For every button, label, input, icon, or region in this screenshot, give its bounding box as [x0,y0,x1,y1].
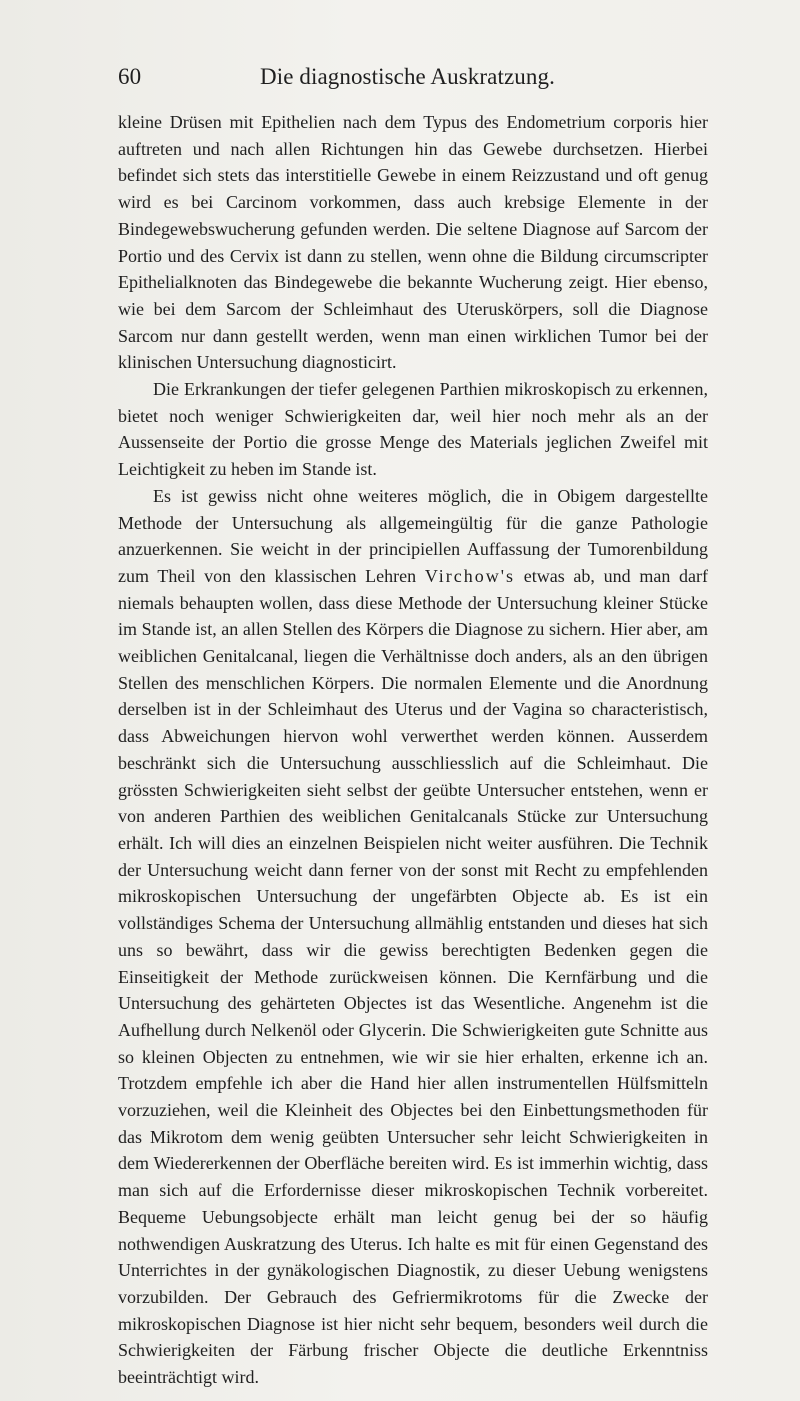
paragraph-2: Die Erkrankungen der tiefer gelegenen Parthien mikroskopisch zu erkennen, bietet noch weniger Schwierigkeiten dar, weil hier noch mehr als an der Aussenseite der Portio die grosse Menge des Materials jeglichen Zweifel mit Leichtigkeit zu heben im Stande ist. [118,379,708,480]
body-text [118,109,708,1391]
author-name-virchow: Virchow's [424,565,516,586]
page-header [118,62,708,92]
running-title: Die diagnostische Auskratzung. [260,64,555,89]
paragraph-3-text-before-name: Es ist gewiss nicht ohne weiteres möglich, die in Obigem dargestellte Methode der Untersuchung als allgemeingültig für die ganze Pathologie anzuerkennen. Sie weicht in der principiellen Auffassung der Tumorenbildung zum Theil von den klassischen Lehren [118,485,708,586]
paragraph-3-text-after-name: etwas ab, und man darf niemals behaupten wollen, dass diese Methode der Untersuchung kleiner Stücke im Stande ist, an allen Stellen des Körpers die Diagnose zu sichern. Hier aber, am weiblichen Genitalcanal, liegen die Verhältnisse doch anders, als an den übrigen Stellen des menschlichen Körpers. Die normalen Elemente und die Anordnung derselben ist in der Schleimhaut des Uterus und der Vagina so characteristisch, dass Abweichungen hiervon wohl verwerthet werden können. Ausserdem beschränkt sich die Untersuchung ausschliesslich auf die Schleimhaut. Die grössten Schwierigkeiten sieht selbst der geübte Untersucher entstehen, wenn er von anderen Parthien des weiblichen Genitalcanals Stücke zur Untersuchung erhält. Ich will dies an einzelnen Beispielen nicht weiter ausführen. Die Technik der Untersuchung weicht dann ferner von der sonst mit Recht zu empfehlenden mikroskopischen Untersuchung der ungefärbten Objecte ab. Es ist ein vollständiges Schema der Untersuchung allmählig entstanden und dieses hat sich uns so bewährt, dass wir die gewiss berechtigten Bedenken gegen die Einseitigkeit der Methode zurückweisen können. Die Kernfärbung und die Untersuchung des gehärteten Objectes ist das Wesentliche. Angenehm ist die Aufhellung durch Nelkenöl oder Glycerin. Die Schwierigkeiten gute Schnitte aus so kleinen Objecten zu entnehmen, wie wir sie hier erhalten, erkenne ich an. Trotzdem empfehle ich aber die Hand hier allen instrumentellen Hülfsmitteln vorzuziehen, weil die Kleinheit des Objectes bei den Einbettungsmethoden für das Mikrotom dem wenig geübten Untersucher sehr leicht Schwierigkeiten in dem Wiedererkennen der Oberfläche bereiten wird. Es ist immerhin wichtig, dass man sich auf die Erfordernisse dieser mikroskopischen Technik vorbereitet. Bequeme Uebungsobjecte erhält man leicht genug bei der so häufig nothwendigen Auskratzung des Uterus. Ich halte es mit für einen Gegenstand des Unterrichtes in der gynäkologischen Diagnostik, zu dieser Uebung wenigstens vorzubilden. Der Gebrauch des Gefriermikrotoms für die Zwecke der mikroskopischen Diagnose ist hier nicht sehr bequem, besonders weil durch die Schwierigkeiten der Färbung frischer Objecte die deutliche Erkenntniss beeinträchtigt wird. [118,565,709,1388]
paragraph-1: kleine Drüsen mit Epithelien nach dem Typus des Endometrium corporis hier auftreten und nach allen Richtungen hin das Gewebe durchsetzen. Hierbei befindet sich stets das interstitielle Gewebe in einem Reizzustand und oft genug wird es bei Carcinom vorkommen, dass auch krebsige Elemente in der Bindegewebswucherung gefunden werden. Die seltene Diagnose auf Sarcom der Portio und des Cervix ist dann zu stellen, wenn ohne die Bildung circumscripter Epithelialknoten das Bindegewebe die bekannte Wucherung zeigt. Hier ebenso, wie bei dem Sarcom der Schleimhaut des Uteruskörpers, soll die Diagnose Sarcom nur dann gestellt werden, wenn man einen wirklichen Tumor bei der klinischen Untersuchung diagnosticirt. [118,112,708,373]
paragraph-3 [118,483,708,1391]
page-number: 60 [118,64,142,89]
